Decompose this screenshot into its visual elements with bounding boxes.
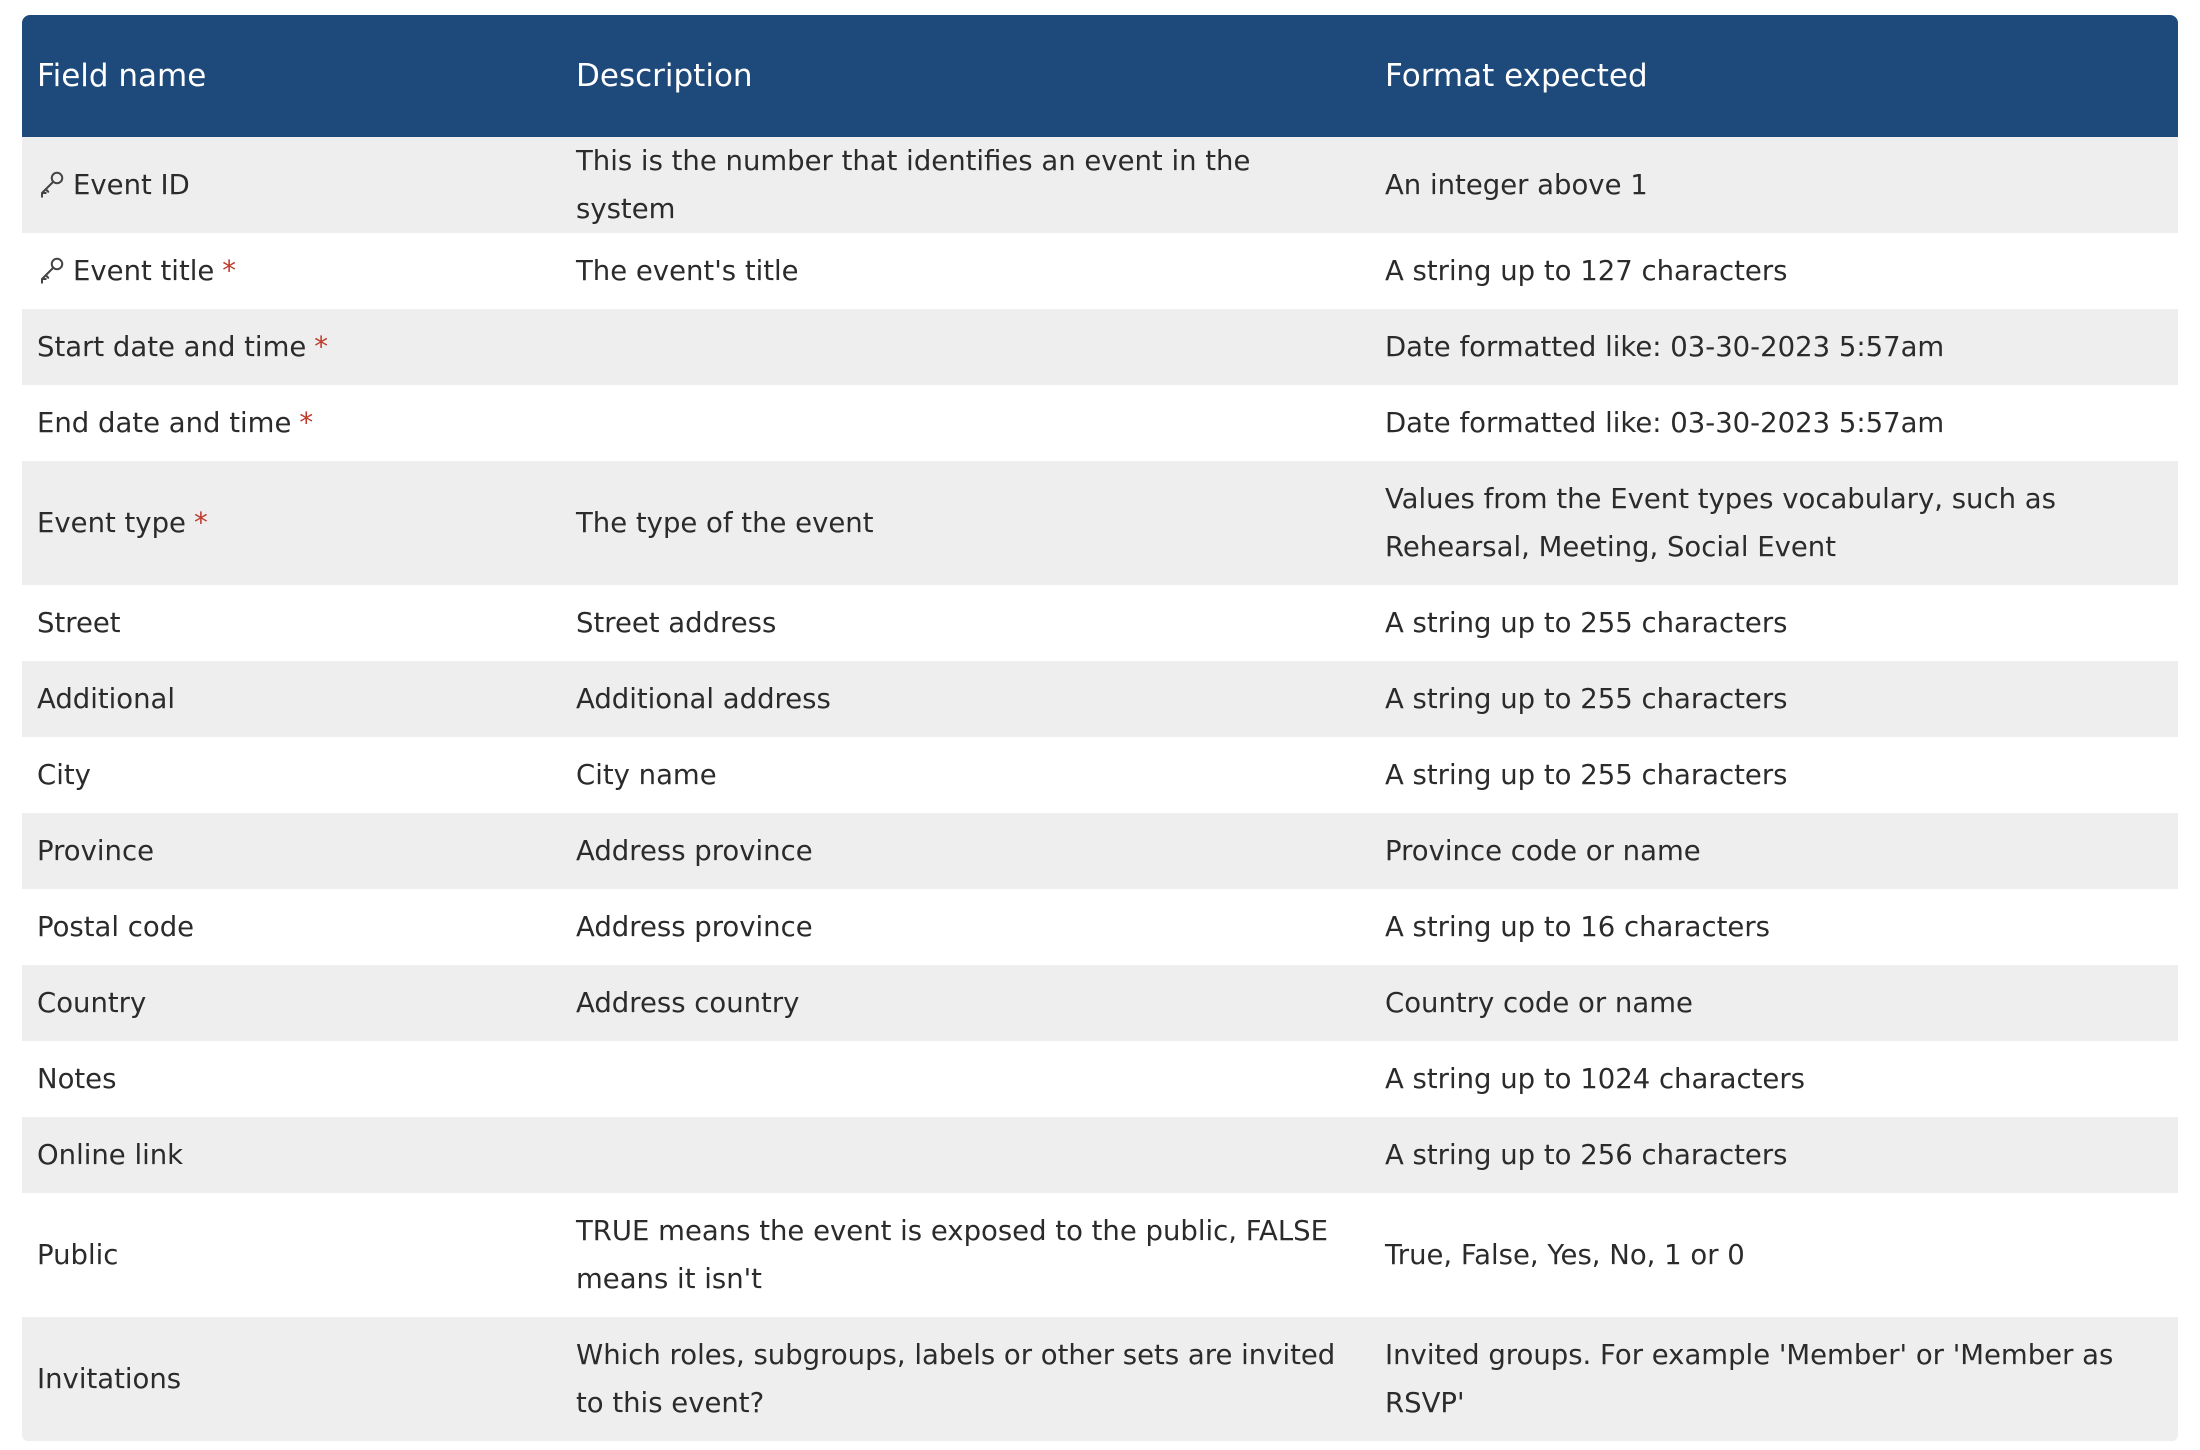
field-name-text: Online link [37, 1139, 184, 1171]
header-field-name: Field name [37, 58, 207, 94]
cell-field-name [22, 1041, 561, 1117]
field-reference-table-container [22, 15, 2178, 1441]
cell-description: This is the number that identifies an event in the system [576, 145, 1251, 225]
cell-description: Which roles, subgroups, labels or other sets are invited to this event? [576, 1339, 1336, 1419]
cell-field-name [22, 661, 561, 737]
cell-field-name [22, 309, 561, 385]
cell-description: Street address [576, 607, 777, 639]
field-name-text: Invitations [37, 1363, 182, 1395]
table-row [22, 1117, 2178, 1193]
table-header-row [22, 15, 2178, 137]
cell-description [561, 1041, 1370, 1117]
field-reference-table [22, 15, 2178, 1441]
cell-description: Address province [576, 835, 813, 867]
cell-format-expected: Date formatted like: 03-30-2023 5:57am [1385, 331, 1945, 363]
cell-description [561, 1117, 1370, 1193]
cell-description: The event's title [576, 255, 799, 287]
table-row [22, 661, 2178, 737]
table-row [22, 965, 2178, 1041]
table-row [22, 1193, 2178, 1317]
field-name-text: Additional [37, 683, 176, 715]
cell-format-expected: A string up to 255 characters [1385, 759, 1788, 791]
cell-description [561, 309, 1370, 385]
table-row [22, 461, 2178, 585]
cell-field-name [22, 385, 561, 461]
field-name-text: Postal code [37, 911, 195, 943]
cell-field-name [22, 889, 561, 965]
field-name-text: End date and time [37, 407, 292, 439]
header-description: Description [576, 58, 753, 94]
cell-field-name [22, 1117, 561, 1193]
header-format-expected: Format expected [1385, 58, 1648, 94]
cell-description [561, 385, 1370, 461]
cell-field-name [22, 965, 561, 1041]
cell-format-expected: A string up to 1024 characters [1385, 1063, 1805, 1095]
cell-field-name [22, 813, 561, 889]
cell-description: Address country [576, 987, 800, 1019]
cell-format-expected: Country code or name [1385, 987, 1693, 1019]
cell-field-name [22, 461, 561, 585]
required-marker: * [222, 255, 237, 287]
cell-format-expected: A string up to 255 characters [1385, 683, 1788, 715]
cell-field-name [22, 737, 561, 813]
cell-format-expected: Invited groups. For example 'Member' or 'Member as RSVP' [1385, 1339, 2114, 1419]
table-row [22, 309, 2178, 385]
key-icon [37, 254, 67, 284]
cell-format-expected: A string up to 255 characters [1385, 607, 1788, 639]
required-marker: * [299, 407, 314, 439]
key-icon [37, 168, 67, 198]
field-name-text: Province [37, 835, 155, 867]
cell-format-expected: A string up to 256 characters [1385, 1139, 1788, 1171]
cell-format-expected: A string up to 16 characters [1385, 911, 1770, 943]
field-name-text: Event ID [73, 169, 190, 201]
cell-format-expected: True, False, Yes, No, 1 or 0 [1385, 1239, 1745, 1271]
table-row [22, 889, 2178, 965]
field-name-text: Notes [37, 1063, 117, 1095]
cell-field-name [22, 1317, 561, 1441]
table-row [22, 385, 2178, 461]
table-row [22, 233, 2178, 309]
cell-field-name [22, 1193, 561, 1317]
table-row [22, 813, 2178, 889]
table-row [22, 737, 2178, 813]
required-marker: * [314, 331, 329, 363]
cell-description: Address province [576, 911, 813, 943]
table-row [22, 585, 2178, 661]
cell-description: TRUE means the event is exposed to the public, FALSE means it isn't [576, 1215, 1328, 1295]
cell-format-expected: Province code or name [1385, 835, 1701, 867]
cell-field-name [22, 233, 561, 309]
field-name-text: Event type [37, 507, 186, 539]
field-name-text: Country [37, 987, 147, 1019]
required-marker: * [193, 507, 208, 539]
cell-format-expected: A string up to 127 characters [1385, 255, 1788, 287]
table-row [22, 1317, 2178, 1441]
table-row [22, 1041, 2178, 1117]
field-name-text: Start date and time [37, 331, 307, 363]
cell-description: The type of the event [576, 507, 874, 539]
table-row [22, 137, 2178, 233]
field-name-text: Street [37, 607, 121, 639]
cell-format-expected: Values from the Event types vocabulary, such as Rehearsal, Meeting, Social Event [1385, 483, 2056, 563]
cell-field-name [22, 585, 561, 661]
cell-field-name [22, 137, 561, 233]
cell-format-expected: An integer above 1 [1385, 169, 1648, 201]
cell-description: Additional address [576, 683, 831, 715]
cell-description: City name [576, 759, 717, 791]
table-body [22, 137, 2178, 1441]
field-name-text: Event title [73, 255, 215, 287]
field-name-text: City [37, 759, 91, 791]
cell-format-expected: Date formatted like: 03-30-2023 5:57am [1385, 407, 1945, 439]
field-name-text: Public [37, 1239, 119, 1271]
